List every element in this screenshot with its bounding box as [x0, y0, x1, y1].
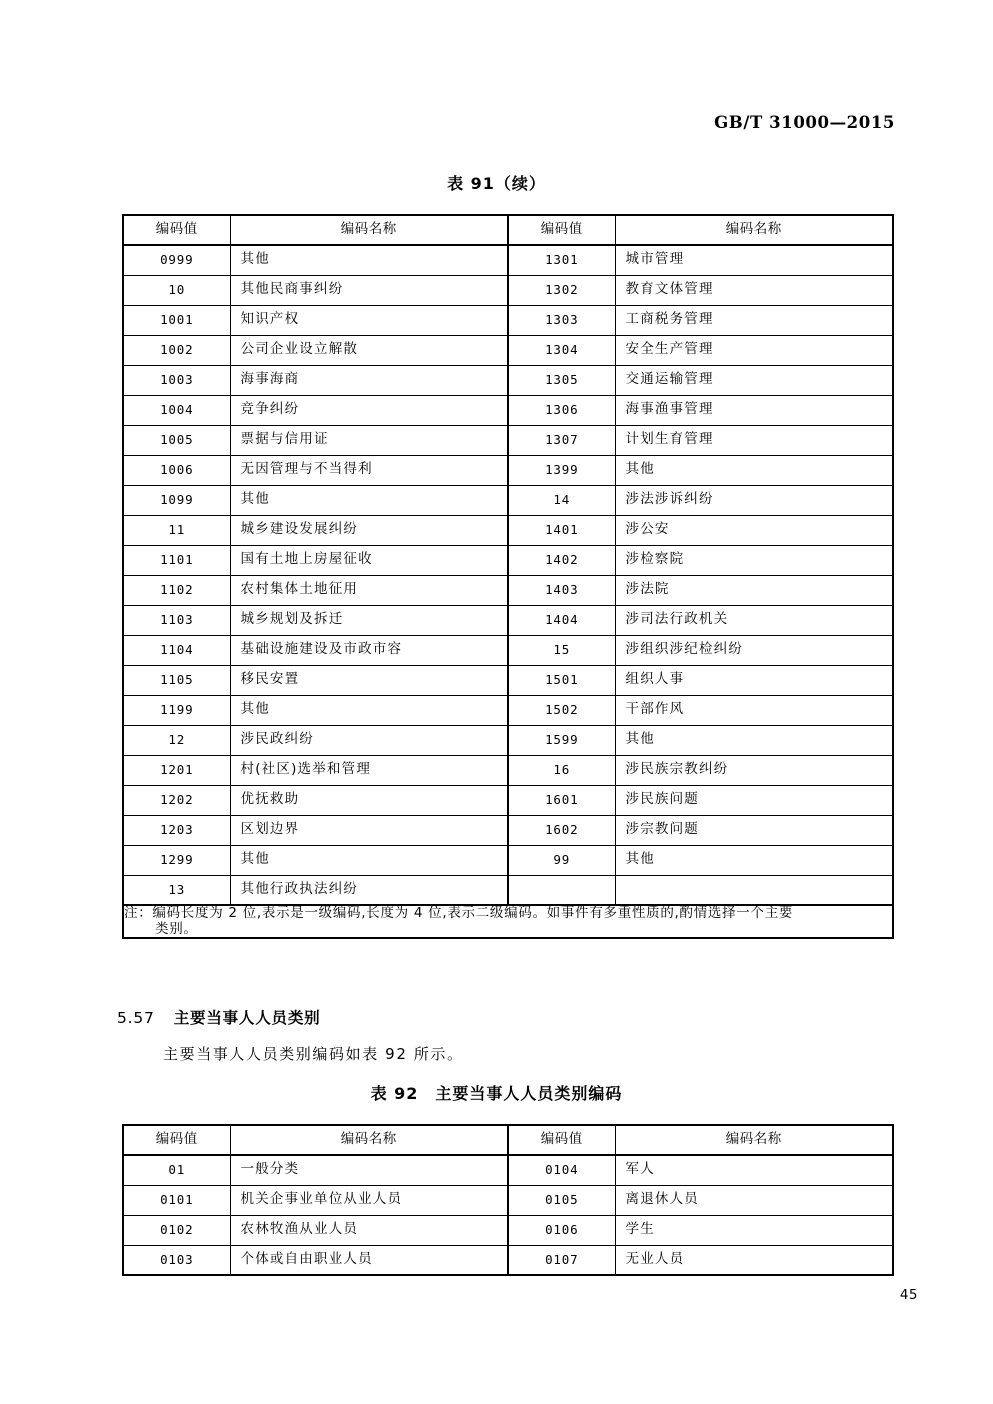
table-note-row: [123, 905, 893, 938]
table-92-col-header-code-right: 编码值: [508, 1125, 615, 1155]
cell-name-left: 票据与信用证: [230, 425, 508, 455]
cell-code-right: 1502: [508, 695, 615, 725]
table-note-line-1: 注：编码长度为 2 位,表示是一级编码,长度为 4 位,表示二级编码。如事件有多重性质的,酌情选择一个主要: [124, 905, 794, 921]
page-number: 45: [899, 1287, 918, 1303]
cell-name-left: 无因管理与不当得利: [230, 455, 508, 485]
cell-code-left: 1001: [123, 305, 230, 335]
table-row: [123, 245, 893, 275]
cell-name-left: 移民安置: [230, 665, 508, 695]
cell-name-left: 一般分类: [230, 1155, 508, 1185]
cell-name-right: [615, 875, 893, 905]
section-number: 5.57: [117, 1009, 155, 1027]
cell-name-right: 学生: [615, 1215, 893, 1245]
cell-code-right: 1501: [508, 665, 615, 695]
table-row: [123, 725, 893, 755]
cell-name-right: 教育文体管理: [615, 275, 893, 305]
table-92-col-header-name-right: 编码名称: [615, 1125, 893, 1155]
cell-name-left: 区划边界: [230, 815, 508, 845]
table-91-col-header-name-right: 编码名称: [615, 215, 893, 245]
cell-code-left: 1103: [123, 605, 230, 635]
cell-name-left: 其他行政执法纠纷: [230, 875, 508, 905]
cell-name-left: 其他: [230, 695, 508, 725]
cell-code-right: 15: [508, 635, 615, 665]
cell-code-right: 1599: [508, 725, 615, 755]
table-row: [123, 785, 893, 815]
cell-name-right: 军人: [615, 1155, 893, 1185]
table-row: [123, 365, 893, 395]
cell-name-left: 城乡规划及拆迁: [230, 605, 508, 635]
cell-code-left: 1006: [123, 455, 230, 485]
cell-code-right: 1307: [508, 425, 615, 455]
cell-code-right: 0106: [508, 1215, 615, 1245]
table-row: [123, 455, 893, 485]
cell-name-right: 涉法涉诉纠纷: [615, 485, 893, 515]
section-title: 主要当事人人员类别: [173, 1009, 321, 1027]
cell-name-right: 计划生育管理: [615, 425, 893, 455]
table-row: [123, 875, 893, 905]
cell-name-right: 离退休人员: [615, 1185, 893, 1215]
cell-name-right: 涉民族问题: [615, 785, 893, 815]
table-row: [123, 635, 893, 665]
table-91-header-row: [123, 215, 893, 245]
table-row: [123, 1155, 893, 1185]
cell-code-right: 1303: [508, 305, 615, 335]
cell-code-right: 1401: [508, 515, 615, 545]
cell-code-left: 13: [123, 875, 230, 905]
table-row: [123, 305, 893, 335]
cell-code-left: 1002: [123, 335, 230, 365]
cell-code-right: 1601: [508, 785, 615, 815]
cell-code-right: 1404: [508, 605, 615, 635]
cell-code-right: 1403: [508, 575, 615, 605]
cell-code-left: 1203: [123, 815, 230, 845]
cell-code-left: 1099: [123, 485, 230, 515]
table-91-caption: 表 91（续）: [447, 174, 546, 193]
table-row: [123, 755, 893, 785]
cell-name-left: 个体或自由职业人员: [230, 1245, 508, 1275]
cell-code-left: 10: [123, 275, 230, 305]
cell-code-left: 1003: [123, 365, 230, 395]
table-91-col-header-code-left: 编码值: [123, 215, 230, 245]
cell-name-left: 农林牧渔从业人员: [230, 1215, 508, 1245]
cell-name-right: 涉民族宗教纠纷: [615, 755, 893, 785]
cell-name-left: 优抚救助: [230, 785, 508, 815]
cell-code-left: 1005: [123, 425, 230, 455]
cell-name-right: 安全生产管理: [615, 335, 893, 365]
table-91-col-header-name-left: 编码名称: [230, 215, 508, 245]
cell-code-right: 1302: [508, 275, 615, 305]
cell-code-right: 1402: [508, 545, 615, 575]
cell-name-right: 涉检察院: [615, 545, 893, 575]
cell-code-right: 99: [508, 845, 615, 875]
cell-code-right: 0104: [508, 1155, 615, 1185]
table-row: [123, 335, 893, 365]
table-92-header-row: [123, 1125, 893, 1155]
cell-name-right: 交通运输管理: [615, 365, 893, 395]
cell-code-right: 16: [508, 755, 615, 785]
table-row: [123, 845, 893, 875]
cell-code-left: 11: [123, 515, 230, 545]
cell-name-right: 海事渔事管理: [615, 395, 893, 425]
table-row: [123, 815, 893, 845]
cell-name-left: 村(社区)选举和管理: [230, 755, 508, 785]
cell-code-left: 1104: [123, 635, 230, 665]
cell-code-left: 01: [123, 1155, 230, 1185]
cell-name-right: 组织人事: [615, 665, 893, 695]
cell-code-right: 1304: [508, 335, 615, 365]
cell-code-right: 1602: [508, 815, 615, 845]
table-row: [123, 1215, 893, 1245]
cell-code-left: 1201: [123, 755, 230, 785]
cell-code-left: 1199: [123, 695, 230, 725]
cell-name-right: 城市管理: [615, 245, 893, 275]
cell-name-left: 涉民政纠纷: [230, 725, 508, 755]
table-91: [122, 214, 894, 939]
cell-name-left: 其他: [230, 245, 508, 275]
table-row: [123, 545, 893, 575]
cell-code-right: 1301: [508, 245, 615, 275]
cell-code-left: 1004: [123, 395, 230, 425]
cell-name-left: 其他民商事纠纷: [230, 275, 508, 305]
running-header-standard-code: GB/T 31000—2015: [714, 113, 895, 132]
table-row: [123, 515, 893, 545]
cell-name-left: 其他: [230, 845, 508, 875]
cell-name-left: 基础设施建设及市政市容: [230, 635, 508, 665]
cell-name-right: 涉公安: [615, 515, 893, 545]
cell-name-right: 无业人员: [615, 1245, 893, 1275]
cell-code-left: 1102: [123, 575, 230, 605]
cell-code-left: 1299: [123, 845, 230, 875]
cell-name-left: 农村集体土地征用: [230, 575, 508, 605]
table-row: [123, 275, 893, 305]
cell-code-left: 0102: [123, 1215, 230, 1245]
cell-code-left: 0103: [123, 1245, 230, 1275]
cell-code-left: 12: [123, 725, 230, 755]
cell-code-right: 14: [508, 485, 615, 515]
table-note: [123, 905, 893, 938]
cell-code-right: 1399: [508, 455, 615, 485]
cell-name-left: 知识产权: [230, 305, 508, 335]
cell-code-right: 1306: [508, 395, 615, 425]
table-row: [123, 665, 893, 695]
cell-code-right: 0105: [508, 1185, 615, 1215]
cell-code-left: 1101: [123, 545, 230, 575]
table-row: [123, 485, 893, 515]
table-92-col-header-code-left: 编码值: [123, 1125, 230, 1155]
table-row: [123, 395, 893, 425]
table-91-col-header-code-right: 编码值: [508, 215, 615, 245]
cell-code-left: 1105: [123, 665, 230, 695]
table-row: [123, 1185, 893, 1215]
table-92-caption: 表 92 主要当事人人员类别编码: [370, 1084, 623, 1103]
cell-code-left: 0101: [123, 1185, 230, 1215]
cell-name-right: 涉组织涉纪检纠纷: [615, 635, 893, 665]
cell-name-right: 工商税务管理: [615, 305, 893, 335]
cell-name-right: 其他: [615, 725, 893, 755]
cell-name-left: 城乡建设发展纠纷: [230, 515, 508, 545]
cell-code-right: 0107: [508, 1245, 615, 1275]
cell-name-left: 其他: [230, 485, 508, 515]
cell-name-left: 机关企事业单位从业人员: [230, 1185, 508, 1215]
cell-name-left: 海事海商: [230, 365, 508, 395]
cell-name-right: 涉法院: [615, 575, 893, 605]
table-row: [123, 575, 893, 605]
table-row: [123, 695, 893, 725]
cell-name-right: 涉司法行政机关: [615, 605, 893, 635]
cell-code-left: 1202: [123, 785, 230, 815]
table-note-line-2: 类别。: [155, 920, 198, 937]
table-row: [123, 1245, 893, 1275]
cell-code-right: [508, 875, 615, 905]
table-92-col-header-name-left: 编码名称: [230, 1125, 508, 1155]
cell-name-left: 国有土地上房屋征收: [230, 545, 508, 575]
section-heading-5-57: [117, 1006, 320, 1028]
section-body-text: 主要当事人人员类别编码如表 92 所示。: [163, 1045, 464, 1063]
cell-name-left: 公司企业设立解散: [230, 335, 508, 365]
cell-name-right: 其他: [615, 455, 893, 485]
cell-name-right: 涉宗教问题: [615, 815, 893, 845]
table-92: [122, 1124, 894, 1276]
table-row: [123, 605, 893, 635]
cell-code-left: 0999: [123, 245, 230, 275]
cell-name-right: 其他: [615, 845, 893, 875]
cell-name-left: 竞争纠纷: [230, 395, 508, 425]
cell-name-right: 干部作风: [615, 695, 893, 725]
table-row: [123, 425, 893, 455]
cell-code-right: 1305: [508, 365, 615, 395]
